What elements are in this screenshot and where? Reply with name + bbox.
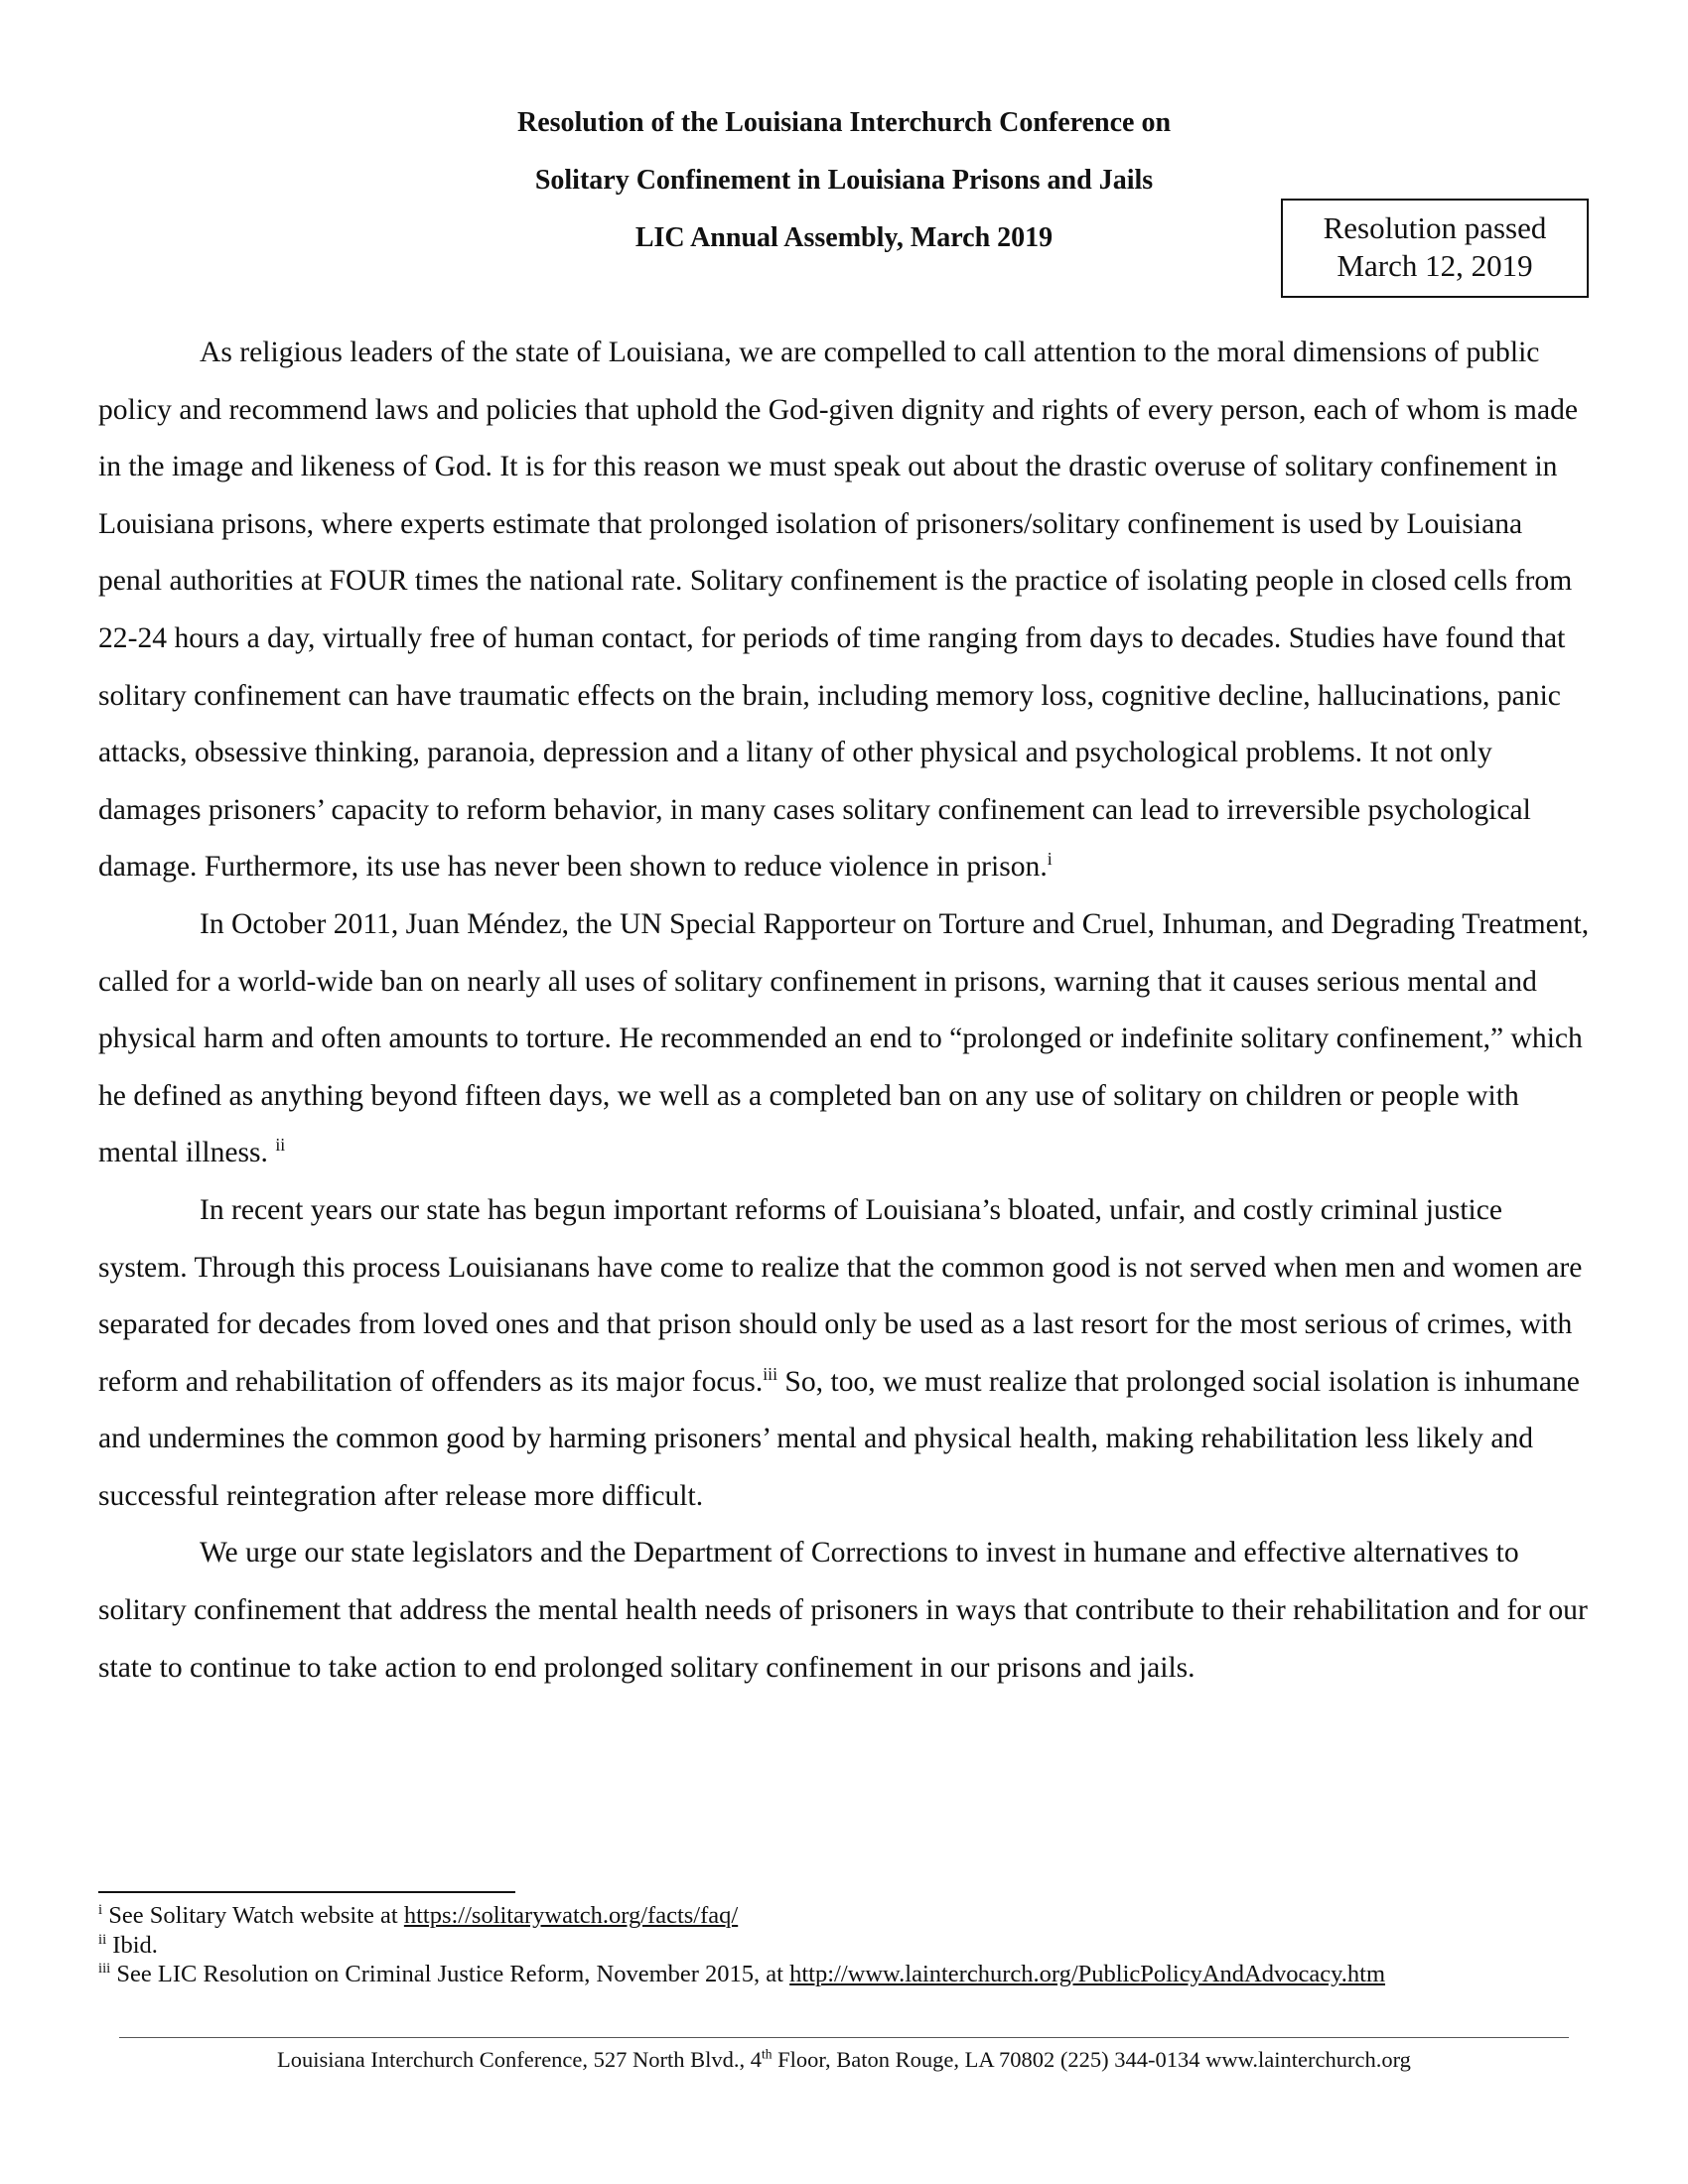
passed-box-line-2: March 12, 2019 (1336, 248, 1533, 283)
footer-address-part-2: Floor, Baton Rouge, LA 70802 (225) 344-0134 www.lainterchurch.org (772, 2047, 1411, 2072)
footnote-3-text: See LIC Resolution on Criminal Justice Reform, November 2015, at (110, 1961, 790, 1987)
footnote-1-marker: i (98, 1901, 103, 1918)
paragraph-1-text: As religious leaders of the state of Louisiana, we are compelled to call attention to the moral dimensions of public policy and recommend laws and policies that uphold the God-given dignity and rights of every person, each of whom is made in the image and likeness of God. It is for this reason we must speak out about the drastic overuse of solitary confinement in Louisiana prisons, where experts estimate that prolonged isolation of prisoners/solitary confinement is used by Louisiana penal authorities at FOUR times the national rate. Solitary confinement is the practice of isolating people in closed cells from 22-24 hours a day, virtually free of human contact, for periods of time ranging from days to decades. Studies have found that solitary confinement can have traumatic effects on the brain, including memory loss, cognitive decline, hallucinations, panic attacks, obsessive thinking, paranoia, depression and a litany of other physical and psychological problems. It not only damages prisoners’ capacity to reform behavior, in many cases solitary confinement can lead to irreversible psychological damage. Furthermore, its use has never been shown to reduce violence in prison. (98, 337, 1579, 884)
footer-separator (119, 2037, 1569, 2038)
footnote-3-marker: iii (98, 1960, 111, 1977)
footnote-ref-2[interactable]: ii (275, 1135, 286, 1156)
footer-address-part-1: Louisiana Interchurch Conference, 527 North Blvd., 4 (277, 2047, 763, 2072)
footnote-2-marker: ii (98, 1931, 107, 1948)
footnote-3-link[interactable]: http://www.lainterchurch.org/PublicPolicyAndAdvocacy.htm (789, 1961, 1386, 1987)
body-paragraph-1 (98, 325, 1590, 896)
paragraph-2-text: In October 2011, Juan Méndez, the UN Special Rapporteur on Torture and Cruel, Inhuman, and Degrading Treatment, called for a world-wide ban on nearly all uses of solitary confinement in prisons, warning that it causes serious mental and physical harm and often amounts to torture. He recommended an end to “prolonged or indefinite solitary confinement,” which he defined as anything beyond fifteen days, we well as a completed ban on any use of solitary on children or people with mental illness. (98, 907, 1590, 1169)
body-paragraph-2 (98, 896, 1590, 1182)
page-footer (0, 2045, 1688, 2075)
footnote-1-text: See Solitary Watch website at (102, 1902, 404, 1929)
title-line-2: Solitary Confinement in Louisiana Prisons and Jails (534, 165, 1154, 196)
footnote-3 (98, 1960, 1590, 1989)
title-line-3: LIC Annual Assembly, March 2019 (634, 222, 1054, 253)
footnotes (98, 1901, 1590, 1989)
paragraph-3-text-b: So, too, we must realize that prolonged social isolation is inhumane and undermines the common good by harming prisoners’ mental and physical health, making rehabilitation less likely and successful reintegration after release more difficult. (98, 1365, 1580, 1512)
footnote-separator (98, 1891, 515, 1893)
paragraph-3-text-a: In recent years our state has begun important reforms of Louisiana’s bloated, unfair, and costly criminal justice system. Through this process Louisianans have come to realize that the common good is not served when men and women are separated for decades from loved ones and that prison should only be used as a last resort for the most serious of crimes, with reform and rehabilitation of offenders as its major focus. (98, 1193, 1583, 1398)
paragraph-4-text: We urge our state legislators and the Department of Corrections to invest in humane and effective alternatives to solitary confinement that address the mental health needs of prisoners in ways that contribute to their rehabilitation and for our state to continue to take action to end prolonged solitary confinement in our prisons and jails. (98, 1537, 1588, 1684)
body-paragraph-4 (98, 1525, 1590, 1697)
footnote-2-text: Ibid. (106, 1931, 158, 1959)
footer-ordinal-suffix: th (762, 2046, 773, 2062)
footnote-2 (98, 1931, 1590, 1961)
body-paragraph-3 (98, 1182, 1590, 1526)
passed-box-line-1: Resolution passed (1323, 210, 1547, 245)
title-line-1: Resolution of the Louisiana Interchurch Conference on (516, 107, 1172, 138)
footnote-ref-1[interactable]: i (1047, 849, 1053, 870)
footnote-1-link[interactable]: https://solitarywatch.org/facts/faq/ (403, 1902, 739, 1929)
resolution-body (98, 325, 1590, 1697)
footnote-ref-3[interactable]: iii (763, 1363, 778, 1384)
footnote-1 (98, 1901, 1590, 1931)
resolution-passed-box (1281, 199, 1589, 298)
